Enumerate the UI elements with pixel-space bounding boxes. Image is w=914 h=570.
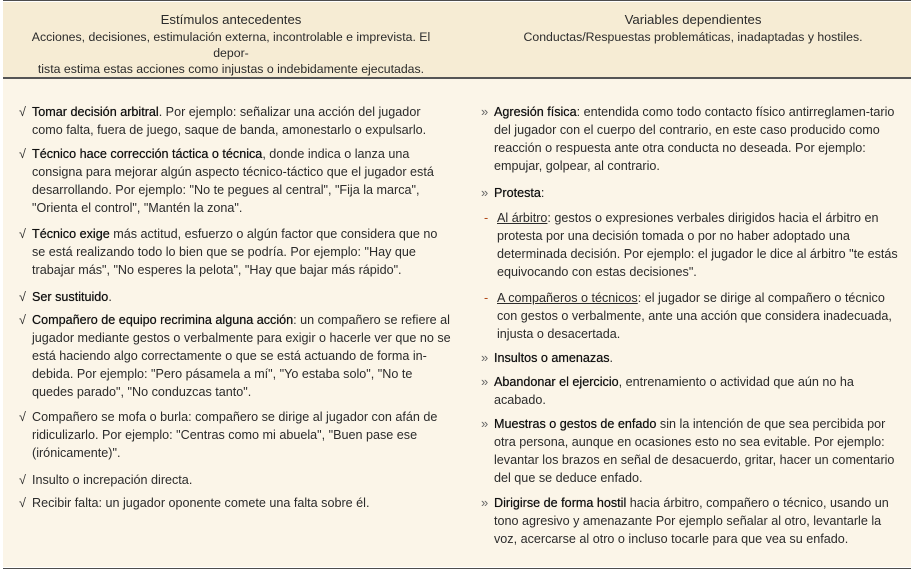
header-left-subtitle-1: Acciones, decisiones, estimulación externa, incontrolable e imprevista. El depor- [31,30,431,60]
item-underlined: A compañeros o técnicos [497,291,638,305]
check-icon: √ [19,147,26,161]
check-icon: √ [19,496,26,510]
header-right-subtitle: Conductas/Respuestas problemáticas, inadaptadas y hostiles. [523,30,863,44]
check-icon: √ [19,313,26,327]
item-text: , entrenamiento o actividad que aún no ha acabado. [494,375,854,407]
item-bold: Dirigirse de forma hostil [494,496,627,510]
dash-icon: - [484,211,489,225]
item-bold: Tomar decisión arbitral [32,105,159,119]
header-left-subtitle-2: tista estima estas acciones como injustas o indebidamente ejecutadas. [37,62,425,76]
chevron-icon: » [481,416,489,431]
check-icon: √ [19,105,26,119]
item-bold: Técnico hace corrección táctica o técnica [32,147,263,161]
item-text: : un compañero se refiere al jugador mediante gestos o verbalmente para exigir o hacerle ver que no se está haciendo algo correctamente o que se está actuando de forma in-debida. Por ejemplo: "Pero pásamela a mí", "Yo estaba solo", "No te quedes parado", "No conduzcas tanto". [32,313,451,399]
check-icon: √ [19,473,26,487]
item-bold: Muestras o gestos de enfado [494,417,657,431]
list-item [19,311,451,401]
dash-icon: - [484,291,489,305]
item-text: : gestos o expresiones verbales dirigidos hacia el árbitro en protesta por una decisión tomada o por no haber adoptado una determinada decisión. Por ejemplo: el jugador le dice al árbitro "te estás equivocando con estas decisiones". [497,211,898,279]
list-item [19,408,451,462]
table-header [3,2,911,79]
header-right [503,12,883,45]
check-icon: √ [19,410,26,424]
header-left [21,12,441,77]
chevron-icon: » [481,374,489,389]
check-icon: √ [19,290,26,304]
item-bold: Técnico exige [32,227,110,241]
chevron-icon: » [481,185,489,200]
list-item [481,103,899,175]
list-item [481,184,899,202]
item-text: hacia árbitro, compañero o técnico, usando un tono agresivo y amenazante Por ejemplo señalar al otro, levantarle la voz, acercarse al otro o incluso tocarle para que vea su enfado. [494,496,889,546]
item-text: Insulto o increpación directa. [32,473,193,487]
item-bold: Protesta [494,186,541,200]
chevron-icon: » [481,104,489,119]
list-item [481,373,899,409]
item-text: , donde indica o lanza una consigna para mejorar algún aspecto técnico-táctico que el jugador está desarrollando. Por ejemplo: "No te pegues al central", "Fija la marca", "Orienta el control", "Mantén la zona". [32,147,434,215]
sub-list-item [481,209,899,281]
list-item [19,288,451,306]
item-bold: Insultos o amenazas [494,351,610,365]
header-right-title: Variables dependientes [624,12,762,27]
item-text: Compañero se mofa o burla: compañero se dirige al jugador con afán de ridiculizarlo. Por ejemplo: "Centras como mi abuela", "Buen pase ese (irónicamente)". [32,410,438,460]
item-text: : entendida como todo contacto físico antirreglamen-tario del jugador con el cuerpo del contrario, en este caso producido como reacción o respuesta ante otra conducta no deseada. Por ejemplo: empujar, golpear, al contrario. [494,105,895,173]
check-icon: √ [19,227,26,241]
item-underlined: Al árbitro [497,211,548,225]
list-item [481,494,899,548]
item-text: : el jugador se dirige al compañero o técnico con gestos o verbalmente, ante una acción que considera inadecuada, injusta o desacertada. [497,291,892,341]
item-text: Recibir falta: un jugador oponente comete una falta sobre él. [32,496,370,510]
item-bold: Abandonar el ejercicio [494,375,619,389]
list-item [19,145,451,217]
table-body [3,79,911,567]
item-text: más actitud, esfuerzo o algún factor que considera que no se está realizando todo lo bien que se podría. Por ejemplo: "Hay que trabajar más", "No esperes la pelota", "Hay que bajar más rápido". [32,227,438,277]
item-bold: Agresión física [494,105,577,119]
list-item [19,471,451,489]
chevron-icon: » [481,495,489,510]
item-text: . [108,290,112,304]
list-item [19,225,451,279]
item-bold: Ser sustituido [32,290,109,304]
header-left-title: Estímulos antecedentes [160,12,302,27]
list-item [19,103,451,139]
item-text: : [540,186,545,200]
item-text: . [609,351,614,365]
item-text: sin la intención de que sea percibida por otra persona, aunque en ocasiones esto no sea evitable. Por ejemplo: levantar los brazos en señal de desacuerdo, gritar, hacer un comentario del que se deduce enfado. [494,417,895,485]
list-item [481,349,899,367]
item-bold: Compañero de equipo recrimina alguna acción [32,313,294,327]
list-item [481,415,899,487]
comparison-table [3,0,911,569]
item-text: . Por ejemplo: señalizar una acción del jugador como falta, fuera de juego, saque de banda, amonestarlo o expulsarlo. [32,105,427,137]
chevron-icon: » [481,350,489,365]
list-item [19,494,451,512]
sub-list-item [481,289,899,343]
